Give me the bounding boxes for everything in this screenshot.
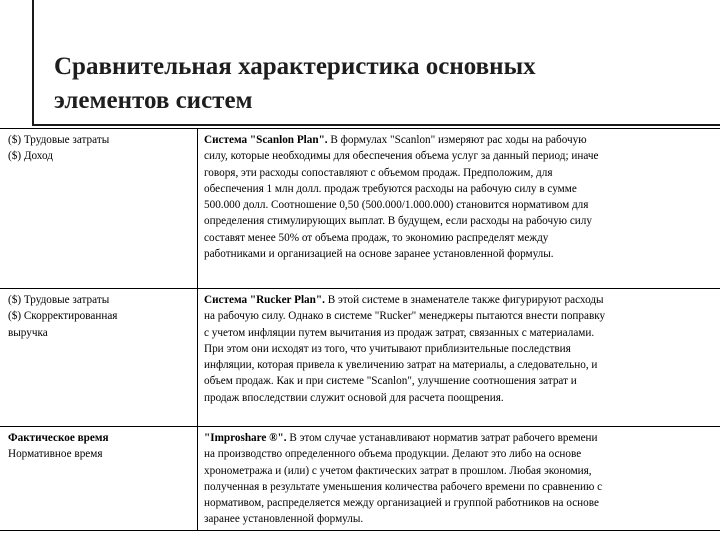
criteria-line: ($) Скорректированная: [8, 310, 118, 323]
table-row: [0, 427, 720, 531]
description-cell: [198, 129, 720, 289]
criteria-line: ($) Трудовые затраты: [8, 294, 110, 306]
description-text: В этой системе в знаменателе также фигурируют расходы: [324, 294, 604, 306]
description-first-line: [204, 430, 707, 446]
description-line: полученная в результате уменьшения количества рабочего времени по сравнению с: [204, 480, 603, 493]
description-line: составят менее 50% от объема продаж, то экономию распределят между: [204, 231, 549, 244]
description-first-line: [204, 292, 707, 308]
description-cell: [198, 427, 720, 531]
description-line: При этом они исходят из того, что учитывают приблизительные последствия: [204, 342, 571, 355]
description-line: силу, которые необходимы для обеспечения объема услуг за данный период; иначе: [204, 150, 599, 163]
criteria-cell: [0, 427, 198, 531]
criteria-line: Нормативное время: [8, 448, 103, 461]
table-row: [0, 129, 720, 289]
slide-title-line-1: Сравнительная характеристика основных: [54, 53, 536, 80]
description-line: 500.000 долл. Соотношение 0,50 (500.000/1.000.000) становится нормативом для: [204, 199, 589, 212]
description-line: на рабочую силу. Однако в системе "Rucker" менеджеры пытаются внести поправку: [204, 310, 606, 323]
description-line: хронометража и (или) с учетом фактических затрат в прошлом. Любая экономия,: [204, 464, 592, 477]
description-line: говоря, эти расходы сопоставляют с объемом продаж. Предположим, для: [204, 166, 553, 179]
description-line: заранее установленной формулы.: [204, 513, 364, 526]
description-line: объем продаж. Как и при системе "Scanlon", улучшение соотношения затрат и: [204, 375, 577, 388]
table-row: [0, 289, 720, 427]
system-name: "Improshare ®".: [204, 432, 287, 444]
criteria-line: выручка: [8, 326, 48, 339]
description-line: нормативом, распределяется между организацией и группой работников на основе: [204, 497, 599, 510]
description-line: работниками и организацией на основе заранее установленной формулы.: [204, 248, 554, 261]
criteria-line: ($) Доход: [8, 150, 53, 163]
slide-title-line-2: элементов систем: [54, 87, 253, 114]
criteria-line-bold: Фактическое время: [8, 432, 109, 444]
description-text: В этом случае устанавливают норматив затрат рабочего времени: [286, 432, 598, 444]
description-text: В формулах "Scanlon" измеряют рас ходы на рабочую: [327, 134, 587, 146]
title-vertical-rule: [32, 0, 34, 126]
slide-title: [54, 50, 694, 118]
title-horizontal-rule: [32, 124, 720, 126]
description-line: на производство определенного объема продукции. Делают это либо на основе: [204, 448, 582, 461]
description-line: продаж впоследствии служит основой для расчета поощрения.: [204, 391, 504, 404]
comparison-table: [0, 128, 720, 531]
description-cell: [198, 289, 720, 427]
criteria-cell: [0, 289, 198, 427]
system-name: Система "Rucker Plan".: [204, 294, 325, 306]
system-name: Система "Scanlon Plan".: [204, 134, 328, 146]
description-first-line: [204, 132, 707, 148]
description-line: определения стимулирующих выплат. В будущем, если расходы на рабочую силу: [204, 215, 592, 228]
criteria-cell: [0, 129, 198, 289]
criteria-line: ($) Трудовые затраты: [8, 134, 110, 146]
description-line: с учетом инфляции путем вычитания из продаж затрат, связанных с материалами.: [204, 326, 595, 339]
description-line: обеспечения 1 млн долл. продаж требуются расходы на рабочую силу в сумме: [204, 182, 577, 195]
description-line: инфляции, которая привела к увеличению затрат на материалы, а следовательно, и: [204, 359, 598, 372]
